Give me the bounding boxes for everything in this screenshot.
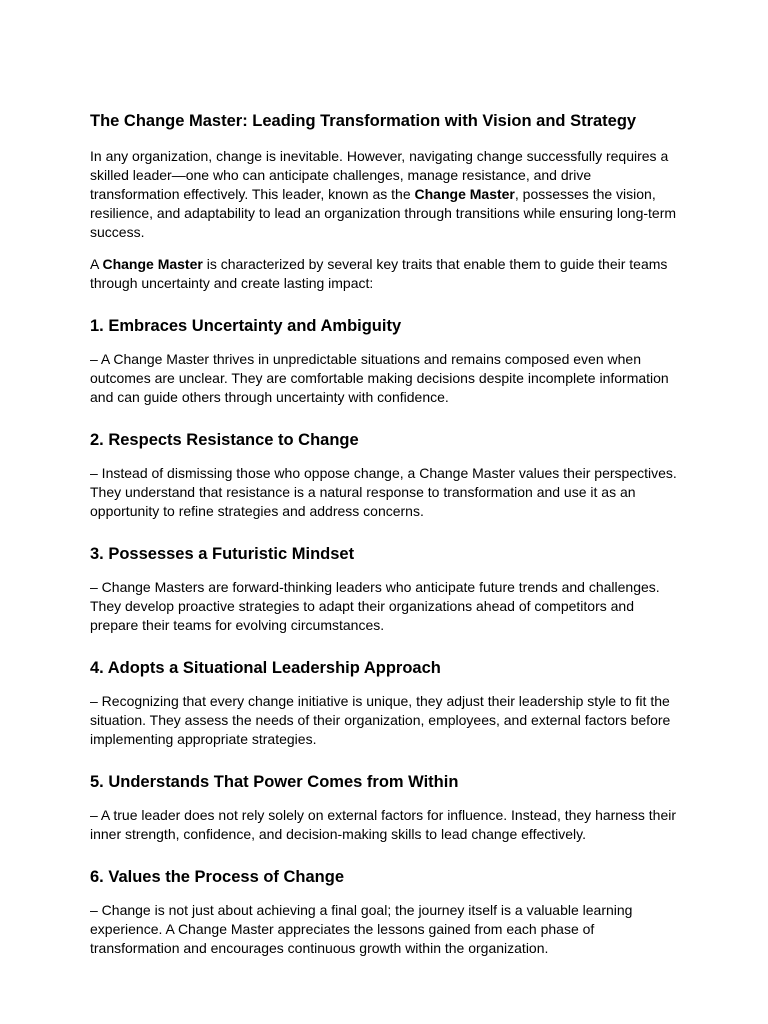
intro-paragraph-2	[90, 255, 682, 293]
section-body-1: – A Change Master thrives in unpredictable situations and remains composed even when outcomes are unclear. They are comfortable making decisions despite incomplete information and can guide others through uncertainty with confidence.	[90, 351, 669, 405]
intro-1-bold-term: Change Master	[414, 186, 515, 202]
intro-2-text-end: is characterized by several key traits that enable them to guide their teams through uncertainty and create lasting impact:	[90, 256, 668, 291]
section-body-4: – Recognizing that every change initiative is unique, they adjust their leadership style to fit the situation. They assess the needs of their organization, employees, and external factors before implementing appropriate strategies.	[90, 693, 671, 747]
document-page	[90, 110, 682, 958]
intro-paragraph-1	[90, 147, 682, 242]
section-body-3: – Change Masters are forward-thinking leaders who anticipate future trends and challenges. They develop proactive strategies to adapt their organizations ahead of competitors and prepare their teams for evolving circumstances.	[90, 579, 660, 633]
document-title: The Change Master: Leading Transformation with Vision and Strategy	[90, 112, 637, 130]
section-body-2: – Instead of dismissing those who oppose change, a Change Master values their perspectives. They understand that resistance is a natural response to transformation and use it as an opportunity to refine strategies and address concerns.	[90, 465, 677, 519]
intro-2-text-start: A	[90, 256, 103, 272]
intro-1-text-start: In any organization, change is inevitable. However, navigating change successfully requires a skilled leader—one who can anticipate challenges, manage resistance, and drive transformation effectively. This leader, known as the	[90, 148, 669, 202]
section-body-5: – A true leader does not rely solely on external factors for influence. Instead, they harness their inner strength, confidence, and decision-making skills to lead change effectively.	[90, 807, 677, 842]
section-heading-3: 3. Possesses a Futuristic Mindset	[90, 545, 355, 563]
section-heading-1: 1. Embraces Uncertainty and Ambiguity	[90, 317, 402, 335]
section-body-6: – Change is not just about achieving a final goal; the journey itself is a valuable learning experience. A Change Master appreciates the lessons gained from each phase of transformation and encourages continuous growth within the organization.	[90, 902, 633, 956]
intro-1-text-end: , possesses the vision, resilience, and adaptability to lead an organization through transitions while ensuring long-term success.	[90, 186, 677, 240]
section-heading-5: 5. Understands That Power Comes from Within	[90, 773, 459, 791]
section-heading-6: 6. Values the Process of Change	[90, 868, 345, 886]
section-heading-4: 4. Adopts a Situational Leadership Approach	[90, 659, 441, 677]
section-heading-2: 2. Respects Resistance to Change	[90, 431, 359, 449]
intro-2-bold-term: Change Master	[102, 256, 203, 272]
